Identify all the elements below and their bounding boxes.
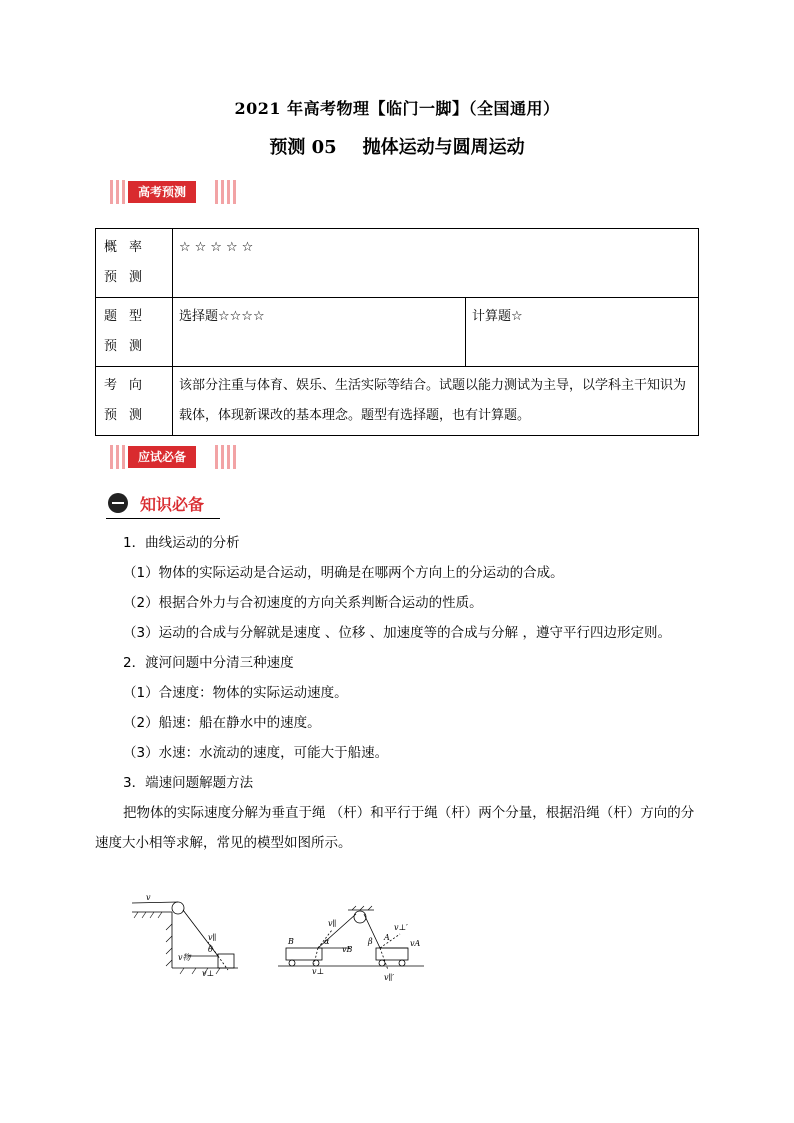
label-theta: θ xyxy=(208,945,213,954)
label-v-perp-prime: v⊥′ xyxy=(394,923,408,932)
banner-exam-prep xyxy=(110,445,196,469)
probability-stars: ☆☆☆☆☆ xyxy=(173,229,699,298)
label-v: v xyxy=(146,893,151,902)
end-velocity-diagram xyxy=(128,890,428,982)
label-v-perp: v⊥ xyxy=(202,969,215,978)
banner-exam-prediction xyxy=(110,180,196,204)
heading-river-crossing: 2．渡河问题中分清三种速度 xyxy=(123,655,294,671)
prediction-table xyxy=(95,228,699,436)
paragraph: （1）物体的实际运动是合运动，明确是在哪两个方向上的分运动的合成。 xyxy=(123,565,564,581)
paragraph: （1）合速度：物体的实际运动速度。 xyxy=(123,685,348,701)
pulley-model xyxy=(132,902,238,974)
label-alpha: α xyxy=(324,937,330,946)
label-v-parallel-B: v∥ xyxy=(328,919,337,928)
label-v-perp-B: v⊥ xyxy=(312,967,325,976)
prediction-number: 预测 05 xyxy=(269,137,337,158)
calc-question-rating: 计算题☆ xyxy=(466,298,699,367)
direction-label: 考向预测 xyxy=(96,367,173,436)
label-vA: vA xyxy=(410,939,421,948)
heading-end-velocity: 3．端速问题解题方法 xyxy=(123,775,254,791)
banner-label: 应试必备 xyxy=(128,446,196,468)
paragraph: （2）船速：船在静水中的速度。 xyxy=(123,715,321,731)
topic-title: 抛体运动与圆周运动 xyxy=(362,137,525,158)
paragraph: （2）根据合外力与合初速度的方向关系判断合运动的性质。 xyxy=(123,595,483,611)
label-vB: vB xyxy=(342,945,353,954)
question-type-label: 题型预测 xyxy=(96,298,173,367)
document-subtitle xyxy=(0,133,794,159)
label-beta: β xyxy=(368,937,373,946)
paragraph: 把物体的实际速度分解为垂直于绳 （杆）和平行于绳（杆）两个分量，根据沿绳（杆）方向的分速度大小相等求解，常见的模型如图所示。 xyxy=(95,805,695,851)
label-v-parallel-prime: v∥′ xyxy=(384,973,395,982)
direction-text: 该部分注重与体育、娱乐、生活实际等结合。试题以能力测试为主导，以学科主干知识为载体，体现新课改的基本理念。题型有选择题，也有计算题。 xyxy=(173,367,699,436)
knowledge-body xyxy=(95,528,705,858)
minus-circle-icon xyxy=(108,493,128,513)
knowledge-section-header xyxy=(106,488,220,519)
heading-curve-motion: 1．曲线运动的分析 xyxy=(123,535,240,551)
paragraph: （3）运动的合成与分解就是速度 、位移 、加速度等的合成与分解 ，遵守平行四边形定则。 xyxy=(123,625,671,641)
document-title: 2021 年高考物理【临门一脚】（全国通用） xyxy=(234,99,560,118)
label-v-parallel: v∥ xyxy=(208,933,217,942)
knowledge-section-title: 知识必备 xyxy=(140,494,205,514)
paragraph: （3）水速：水流动的速度，可能大于船速。 xyxy=(123,745,389,761)
label-v-object: v物 xyxy=(178,953,191,962)
banner-label: 高考预测 xyxy=(128,181,196,203)
label-A: A xyxy=(384,933,390,942)
choice-question-rating: 选择题☆☆☆☆ xyxy=(173,298,466,367)
label-B: B xyxy=(288,937,294,946)
cart-model xyxy=(278,906,424,970)
probability-label: 概率预测 xyxy=(96,229,173,298)
